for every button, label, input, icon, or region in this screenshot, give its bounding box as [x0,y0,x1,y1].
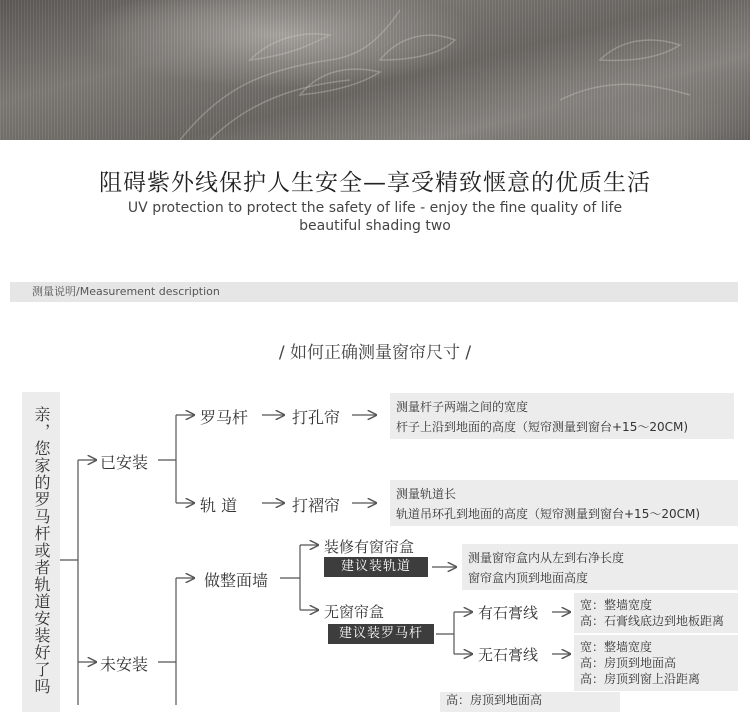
roman-rod-label: 罗马杆 [200,408,249,427]
no-plaster-line3: 高：房顶到窗上沿距离 [580,672,701,686]
suggest-rod-tag: 建议装罗马杆 [328,624,434,644]
track-measure-line1: 测量轨道长 [396,487,457,501]
rod-measure-line2: 杆子上沿到地面的高度（短帘测量到窗台+15～20CM) [396,420,689,434]
track-label: 轨 道 [200,496,238,515]
installed-label: 已安装 [100,453,149,472]
track-measure-box [390,480,738,526]
rod-measure-line1: 测量杆子两端之间的宽度 [396,400,529,414]
box-measure-box [462,544,738,590]
full-wall-label: 做整面墙 [204,571,269,590]
pleat-curtain-label: 打褶帘 [292,496,341,515]
diagram-title: / 如何正确测量窗帘尺寸 / [278,343,472,363]
suggest-track-tag: 建议装轨道 [324,557,428,577]
subtitle-secondary: beautiful shading two [299,218,451,234]
plaster-line1: 宽：整墙宽度 [580,598,653,612]
with-plaster-label: 有石膏线 [478,604,539,622]
headline: 阻碍紫外线保护人生安全—享受精致惬意的优质生活 [99,170,651,196]
no-plaster-label: 无石膏线 [478,646,539,664]
no-plaster-line1: 宽：整墙宽度 [580,640,653,654]
partial-box [440,692,620,712]
no-plaster-measure-box [574,635,738,691]
plaster-measure-box [574,593,738,633]
with-box-label: 装修有窗帘盒 [324,538,415,556]
no-box-label: 无窗帘盒 [324,603,385,621]
rod-measure-box [390,393,734,439]
section-bar: 测量说明/Measurement description [10,282,738,302]
plaster-line2: 高：石膏线底边到地板距离 [580,614,725,628]
partial-box-line: 高：房顶到地面高 [446,693,543,707]
box-measure-line1: 测量窗帘盒内从左到右净长度 [468,551,625,565]
box-measure-line2: 窗帘盒内顶到地面高度 [468,571,589,585]
no-plaster-line2: 高：房顶到地面高 [580,656,677,670]
side-question: 亲，您家的罗马杆或者轨道安装好了吗 [22,392,60,712]
not-installed-label: 未安装 [100,655,149,674]
track-measure-line2: 轨道吊环孔到地面的高度（短帘测量到窗台+15～20CM) [396,507,701,521]
punch-curtain-label: 打孔帘 [292,408,341,427]
subtitle-english: UV protection to protect the safety of life - enjoy the fine quality of life [127,200,623,216]
